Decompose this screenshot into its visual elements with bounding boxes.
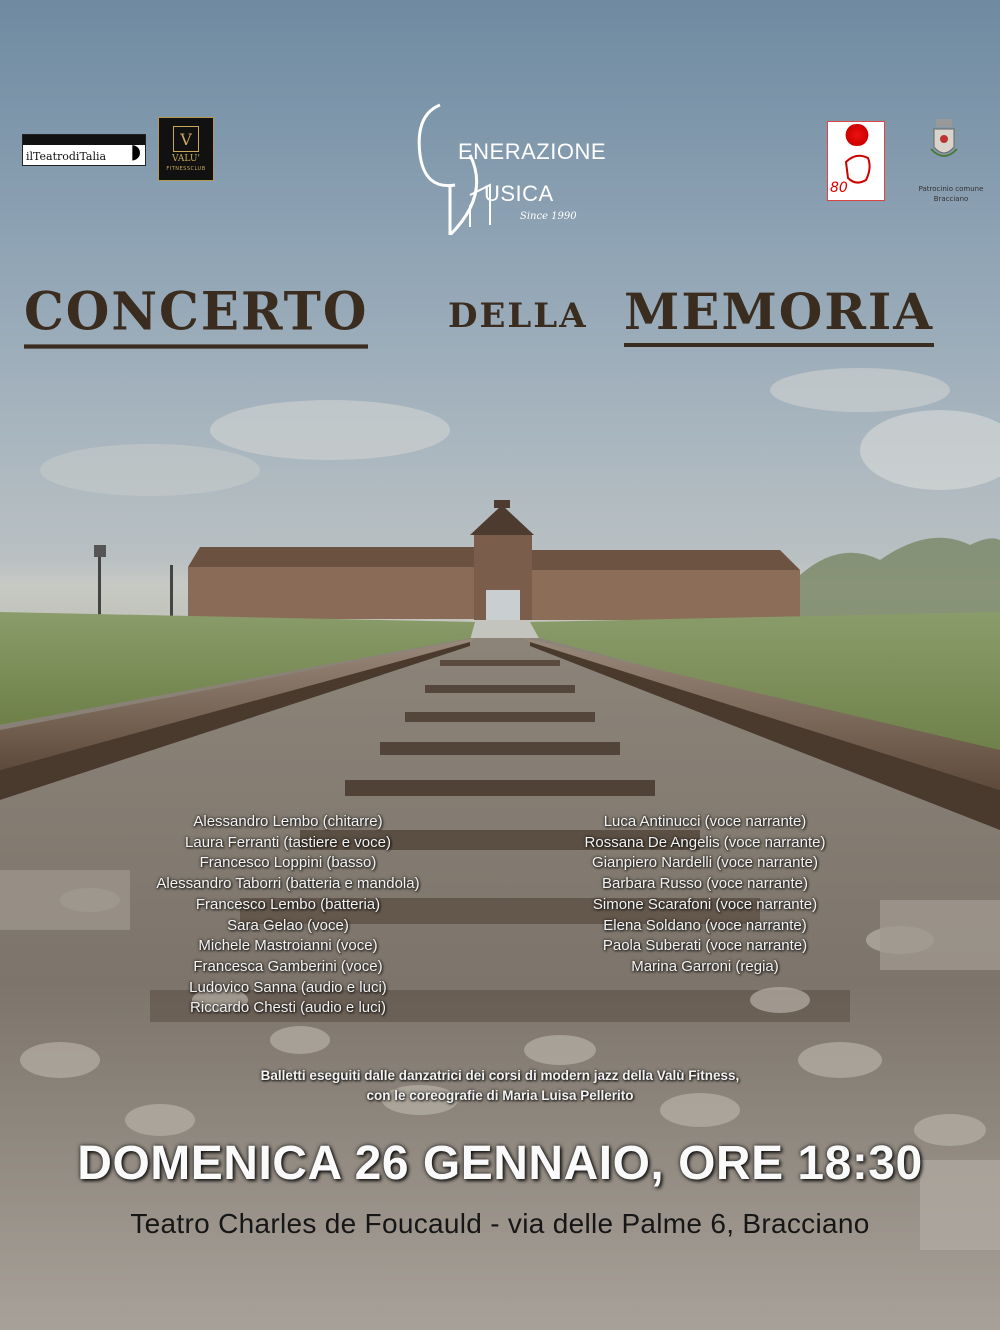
credit-row: Rossana De Angelis (voce narrante)	[584, 833, 826, 851]
comune-bracciano-crest	[915, 117, 987, 207]
valu-monogram: V	[173, 126, 199, 152]
ballet-line: con le coreografie di Maria Luisa Pellerito	[366, 1088, 634, 1103]
credit-row: Ludovico Sanna (audio e luci)	[189, 978, 387, 996]
title-della: DELLA	[448, 296, 588, 336]
gm-word-generazione: ENERAZIONE	[458, 139, 607, 164]
credit-row: Francesco Loppini (basso)	[199, 854, 377, 872]
event-date: DOMENICA 26 GENNAIO, ORE 18:30	[77, 1137, 923, 1190]
title-concerto: CONCERTO	[24, 280, 368, 348]
credit-row: Michele Mastroianni (voce)	[198, 937, 378, 955]
gm-since: Since 1990	[520, 211, 577, 222]
title-memoria: MEMORIA	[624, 282, 934, 347]
patrocinio-line1: Patrocinio comune	[918, 185, 984, 193]
credit-row: Paola Suberati (voce narrante)	[602, 937, 808, 955]
credit-row: Francesca Gamberini (voce)	[193, 957, 383, 975]
credit-row: Sara Gelao (voce)	[227, 916, 349, 934]
teatro-di-talia-logo	[22, 134, 146, 166]
event-venue: Teatro Charles de Foucauld - via delle Palme 6, Bracciano	[130, 1208, 870, 1239]
anpi-80-logo	[827, 121, 885, 201]
credit-row: Gianpiero Nardelli (voce narrante)	[592, 854, 818, 872]
poster-title	[20, 278, 980, 358]
credits-narrators	[520, 812, 890, 978]
gm-word-musica: USICA	[484, 181, 554, 206]
ballet-line: Balletti eseguiti dalle danzatrici dei corsi di modern jazz della Valù Fitness,	[260, 1068, 740, 1083]
credit-row: Alessandro Lembo (chitarre)	[193, 813, 383, 830]
credit-row: Barbara Russo (voce narrante)	[602, 875, 808, 893]
valu-name: VALU'	[172, 154, 200, 164]
credit-row: Elena Soldano (voce narrante)	[603, 916, 807, 934]
teatro-logo-text: ilTeatrodiTalia	[26, 150, 107, 163]
credits-musicians	[110, 812, 466, 1019]
logo-bar	[23, 135, 145, 145]
credit-row: Alessandro Taborri (batteria e mandola)	[156, 875, 420, 893]
theatre-mask-icon: ◗	[130, 139, 141, 163]
credit-row: Luca Antinucci (voce narrante)	[603, 813, 807, 830]
coat-of-arms-icon	[929, 119, 959, 163]
credit-row: Laura Ferranti (tastiere e voce)	[185, 833, 391, 851]
credit-row: Marina Garroni (regia)	[631, 957, 779, 975]
valu-fitness-logo	[158, 117, 214, 181]
valu-subtitle: FITNESSCLUB	[166, 166, 206, 172]
patrocinio-line2: Bracciano	[933, 195, 969, 203]
anpi-number: 80	[830, 180, 848, 196]
generazione-musica-logo	[410, 95, 607, 235]
credit-row: Francesco Lembo (batteria)	[195, 895, 381, 913]
credit-row: Simone Scarafoni (voce narrante)	[592, 895, 818, 913]
ballet-note	[100, 1066, 900, 1106]
credit-row: Riccardo Chesti (audio e luci)	[190, 999, 386, 1017]
